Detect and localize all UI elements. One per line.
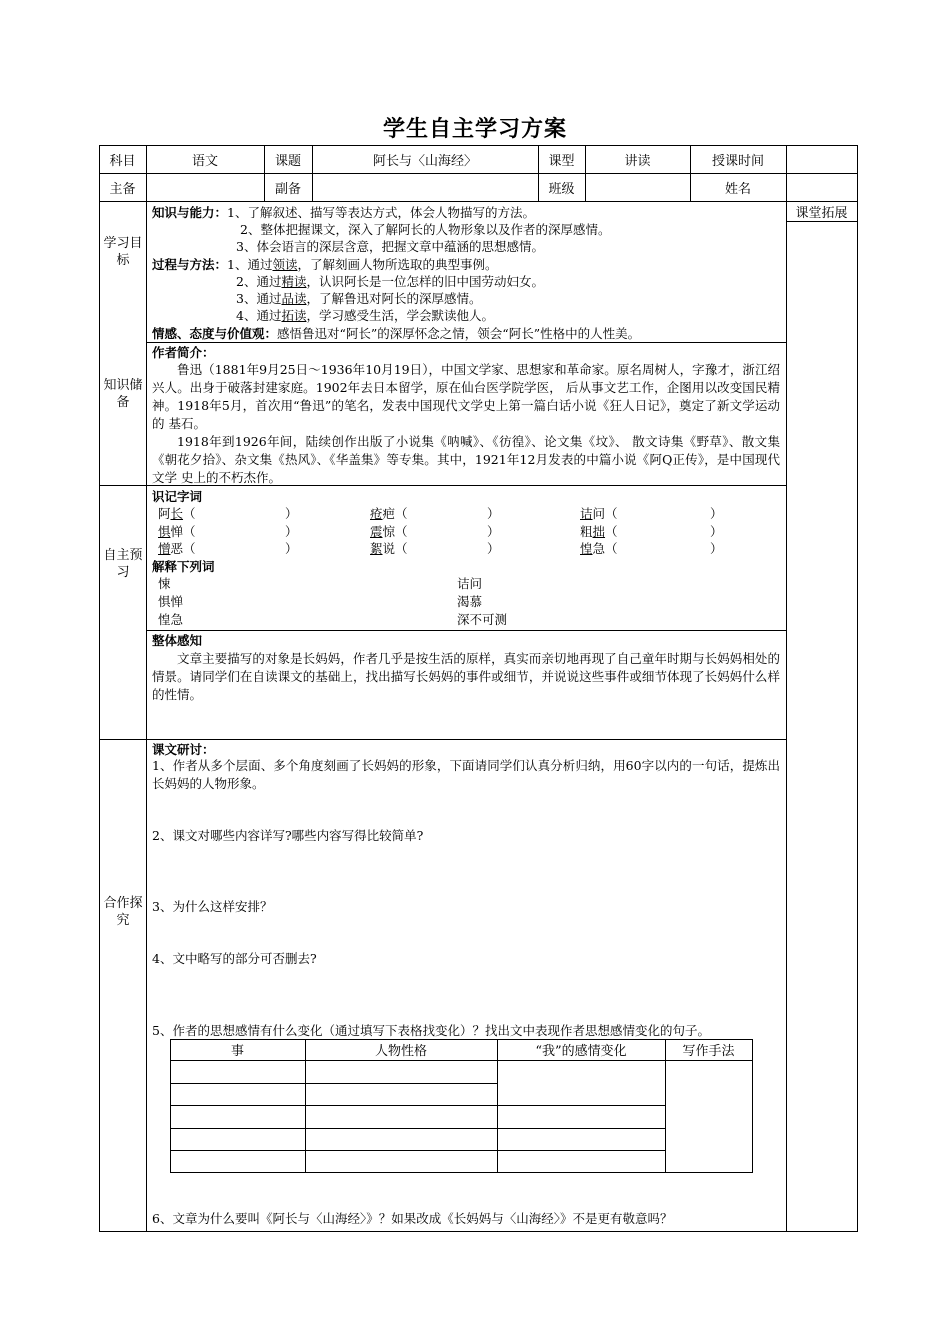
goal-p4-u: 拓读 xyxy=(281,308,307,323)
goal-p1-u: 领读 xyxy=(272,257,298,272)
study-q4: 4、文中略写的部分可否删去? xyxy=(152,951,317,966)
goal-k1: 1、了解叙述、描写等表达方式，体会人物描写的方法。 xyxy=(227,205,535,220)
time-label: 授课时间 xyxy=(711,153,764,169)
table-header: “我”的感情变化 xyxy=(535,1044,627,1059)
vocab-item: 憎恶（ xyxy=(158,541,196,556)
goal-e-text: 感悟鲁迅对“阿长”的深厚怀念之情，领会“阿长”性格中的人性美。 xyxy=(277,326,641,341)
goal-p1-b: ，了解刻画人物所选取的典型事例。 xyxy=(297,257,498,272)
vocab-blank-close: ） xyxy=(710,541,723,556)
goal-k3: 3、体会语言的深层含意，把握文章中蕴涵的思想感情。 xyxy=(236,239,544,254)
goal-p3-a: 3、通过 xyxy=(236,291,282,306)
overall-text-body: 文章主要描写的对象是长妈妈，作者几乎是按生活的原样，真实而亲切地再现了自己童年时期与长妈妈相处的情景。请同学们在自读课文的基础上，找出描写长妈妈的事件或细节，并说说这些事件或细节体现了长妈妈什么样的性情。 xyxy=(152,651,780,702)
vocab-blank-close: ） xyxy=(487,506,500,521)
goal-k2: 2、整体把握课文，深入了解阿长的人物形象以及作者的深厚感情。 xyxy=(240,222,611,237)
vocab-blank-close: ） xyxy=(710,524,723,539)
goal-process xyxy=(152,256,498,273)
vocab-blank-close: ） xyxy=(487,541,500,556)
table-header: 事 xyxy=(230,1044,244,1059)
goals-text: 学习目标 xyxy=(103,236,143,268)
table-header: 人物性格 xyxy=(374,1044,427,1059)
editor-label: 主备 xyxy=(109,181,136,197)
goal-p3-b: ，了解鲁迅对阿长的深厚感情。 xyxy=(306,291,482,306)
name-label: 姓名 xyxy=(724,181,751,197)
study-q5: 5、作者的思想感情有什么变化（通过填写下表格找变化）？找出文中表现作者思想感情变化的句子。 xyxy=(152,1023,710,1038)
goal-p1-a: 1、通过 xyxy=(227,257,273,272)
goal-p2 xyxy=(236,273,544,290)
knowledge-text: 知识储备 xyxy=(103,378,143,410)
author-p1-text: 鲁迅（1881年9月25日～1936年10月19日），中国文学家、思想家和革命家。原名周树人，字豫才，浙江绍兴人。出身于破落封建家庭。1902年去日本留学，原在仙台医学院学医， 后从事文艺工作，企图用以改变国民精神。1918年5月，首次用“鲁迅”的笔名，发表中国现代文学史上第一篇白话小说《狂人日记》，奠定了新文学运动的 基石。 xyxy=(152,362,780,431)
study-q2: 2、课文对哪些内容详写?哪些内容写得比较简单? xyxy=(152,828,424,843)
page-title: 学生自主学习方案 xyxy=(382,117,567,142)
section-explore-label xyxy=(100,896,146,930)
explain-word: 惧惮 xyxy=(158,594,184,609)
goal-p3-u: 品读 xyxy=(281,291,307,306)
vocab-item: 阿长（ xyxy=(158,506,196,521)
goal-p4-a: 4、通过 xyxy=(236,308,282,323)
vocab-item: 震惊（ xyxy=(370,524,408,539)
explain-word: 渴慕 xyxy=(457,594,483,609)
explain-word: 悚 xyxy=(158,576,171,591)
explain-word: 诘问 xyxy=(457,576,483,591)
author-p2-text: 1918年到1926年间，陆续创作出版了小说集《呐喊》、《彷徨》、论文集《坟》、 散文诗集《野草》、散文集《朝花夕拾》、杂文集《热风》、《华盖集》等专集。其中，1921年12月发表的中篇小说《阿Q正传》，是中国现代文学 史上的不朽杰作。 xyxy=(152,434,780,485)
goal-p4 xyxy=(236,307,494,324)
author-p1 xyxy=(152,361,780,433)
goal-knowledge xyxy=(152,204,535,221)
goal-k-head: 知识与能力： xyxy=(152,205,228,220)
vocab-blank-close: ） xyxy=(285,541,298,556)
study-q6: 6、文章为什么要叫《阿长与〈山海经〉》？如果改成《长妈妈与〈山海经〉》不是更有敬意吗？ xyxy=(152,1211,673,1226)
deputy-label: 副备 xyxy=(274,181,301,197)
explore-text: 合作探究 xyxy=(103,896,143,928)
author-p2 xyxy=(152,433,780,487)
section-preview-label xyxy=(100,548,146,582)
subject-value: 语文 xyxy=(191,153,218,169)
preview-text: 自主预习 xyxy=(103,548,143,580)
editor-value[interactable] xyxy=(146,173,264,201)
vocab-blank-close: ） xyxy=(487,524,500,539)
vocab-item: 粗拙（ xyxy=(580,524,618,539)
goal-p3 xyxy=(236,290,481,307)
overall-head: 整体感知 xyxy=(152,633,203,648)
goal-p2-u: 精读 xyxy=(281,274,307,289)
study-q1: 1、作者从多个层面、多个角度刻画了长妈妈的形象，下面请同学们认真分析归纳，用60字以内的一句话，提炼出长妈妈的人物形象。 xyxy=(152,758,780,791)
topic-value: 阿长与〈山海经〉 xyxy=(372,153,477,169)
topic-label: 课题 xyxy=(274,153,301,169)
goal-p2-b: ，认识阿长是一位怎样的旧中国劳动妇女。 xyxy=(306,274,544,289)
explain-head: 解释下列词 xyxy=(152,559,215,574)
study-q3: 3、为什么这样安排？ xyxy=(152,899,273,914)
goal-p2-a: 2、通过 xyxy=(236,274,282,289)
subject-label: 科目 xyxy=(109,153,136,169)
side-label: 课堂拓展 xyxy=(795,205,848,221)
explain-word: 惶急 xyxy=(158,612,184,627)
vocab-blank-close: ） xyxy=(285,506,298,521)
table-header: 写作手法 xyxy=(682,1044,735,1059)
vocab-item: 惧惮（ xyxy=(158,524,196,539)
class-label: 班级 xyxy=(548,181,575,197)
vocab-item: 疮疤（ xyxy=(370,506,408,521)
study-head: 课文研讨： xyxy=(152,742,215,757)
goal-p-head: 过程与方法： xyxy=(152,257,228,272)
section-goals-label xyxy=(100,236,146,274)
vocab-blank-close: ） xyxy=(710,506,723,521)
goal-emotion xyxy=(152,325,640,342)
section-knowledge-label xyxy=(100,378,146,412)
type-label: 课型 xyxy=(548,153,575,169)
vocab-item: 惶急（ xyxy=(580,541,618,556)
overall-text xyxy=(152,650,780,704)
type-value: 讲读 xyxy=(624,153,651,169)
vocab-head: 识记字词 xyxy=(152,489,203,504)
vocab-item: 絮说（ xyxy=(370,541,408,556)
goal-p4-b: ，学习感受生活，学会默读他人。 xyxy=(306,308,494,323)
vocab-blank-close: ） xyxy=(285,524,298,539)
author-head: 作者简介： xyxy=(152,345,215,360)
goal-e-head: 情感、态度与价值观： xyxy=(152,326,278,341)
vocab-item: 诘问（ xyxy=(580,506,618,521)
time-value[interactable] xyxy=(786,145,857,173)
explain-word: 深不可测 xyxy=(457,612,508,627)
